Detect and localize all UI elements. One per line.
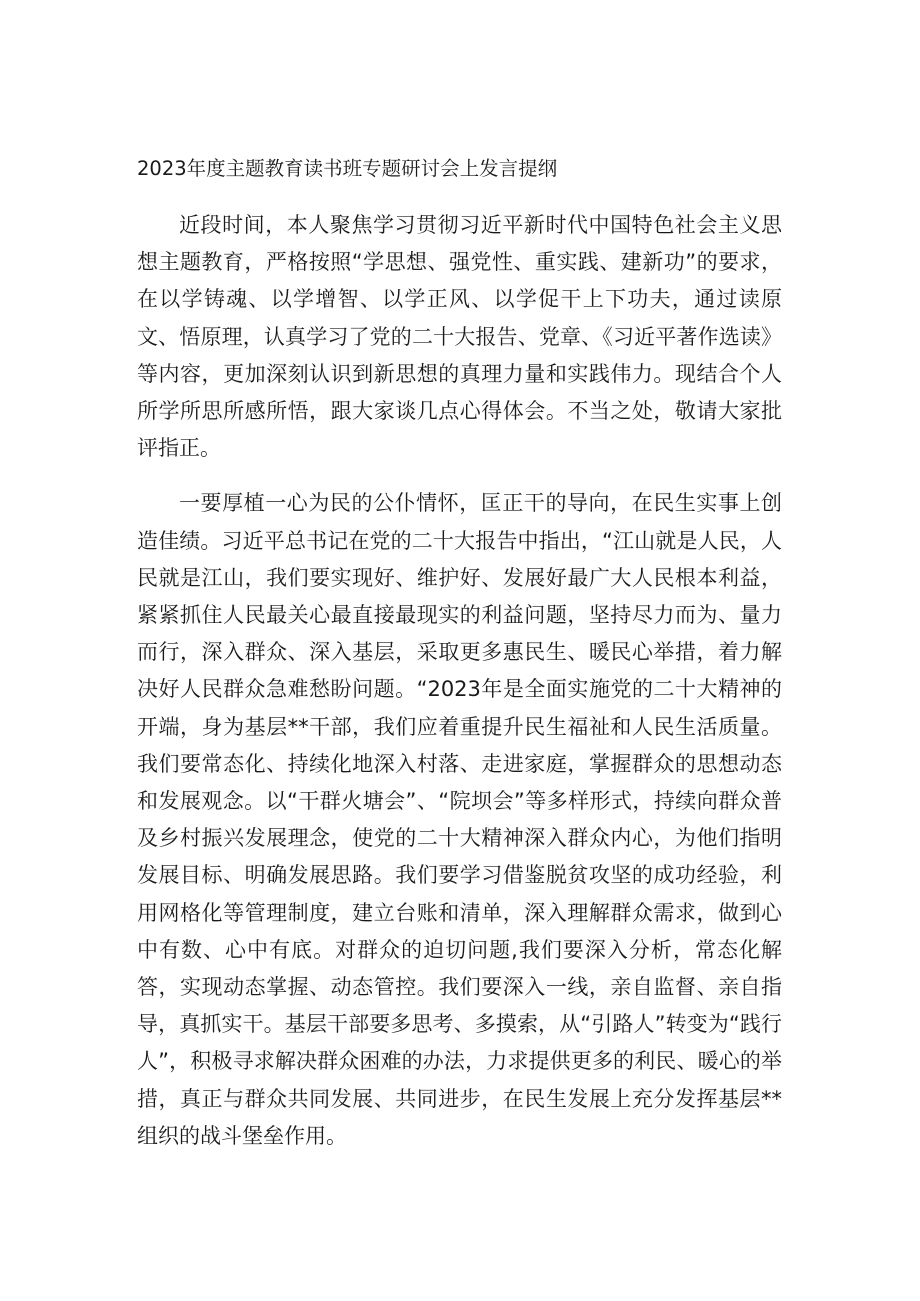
paragraph-point-one: 一要厚植一心为民的公仆情怀，匡正干的导向，在民生实事上创造佳绩。习近平总书记在党的二十大报告中指出，“江山就是人民，人民就是江山，我们要实现好、维护好、发展好最广大人民根本利益，紧紧抓住人民最关心最直接最现实的利益问题，坚持尽力而为、量力而行，深入群众、深入基层，采取更多惠民生、暖民心举措，着力解决好人民群众急难愁盼问题。“2023年是全面实施党的二十大精神的开端，身为基层**干部，我们应着重提升民生福祉和人民生活质量。我们要常态化、持续化地深入村落、走进家庭，掌握群众的思想动态和发展观念。以“干群火塘会”、“院坝会”等多样形式，持续向群众普及乡村振兴发展理念，使党的二十大精神深入群众内心，为他们指明发展目标、明确发展思路。我们要学习借鉴脱贫攻坚的成功经验，利用网格化等管理制度，建立台账和清单，深入理解群众需求，做到心中有数、心中有底。对群众的迫切问题,我们要深入分析，常态化解答，实现动态掌握、动态管控。我们要深入一线，亲自监督、亲自指导，真抓实干。基层干部要多思考、多摸索，从“引路人”转变为“践行人”，积极寻求解决群众困难的办法，力求提供更多的利民、暖心的举措，真正与群众共同发展、共同进步，在民生发展上充分发挥基层**组织的战斗堡垒作用。 [137,491,782,1148]
paragraph-intro: 近段时间，本人聚焦学习贯彻习近平新时代中国特色社会主义思想主题教育，严格按照“学思想、强党性、重实践、建新功”的要求，在以学铸魂、以学增智、以学正风、以学促干上下功夫，通过读原文、悟原理，认真学习了党的二十大报告、党章、《习近平著作选读》等内容，更加深刻认识到新思想的真理力量和实践伟力。现结合个人所学所思所感所悟，跟大家谈几点心得体会。不当之处，敬请大家批评指正。 [137,213,782,461]
document-body [137,150,782,1173]
document-title: 2023年度主题教育读书班专题研讨会上发言提纲 [137,157,558,180]
